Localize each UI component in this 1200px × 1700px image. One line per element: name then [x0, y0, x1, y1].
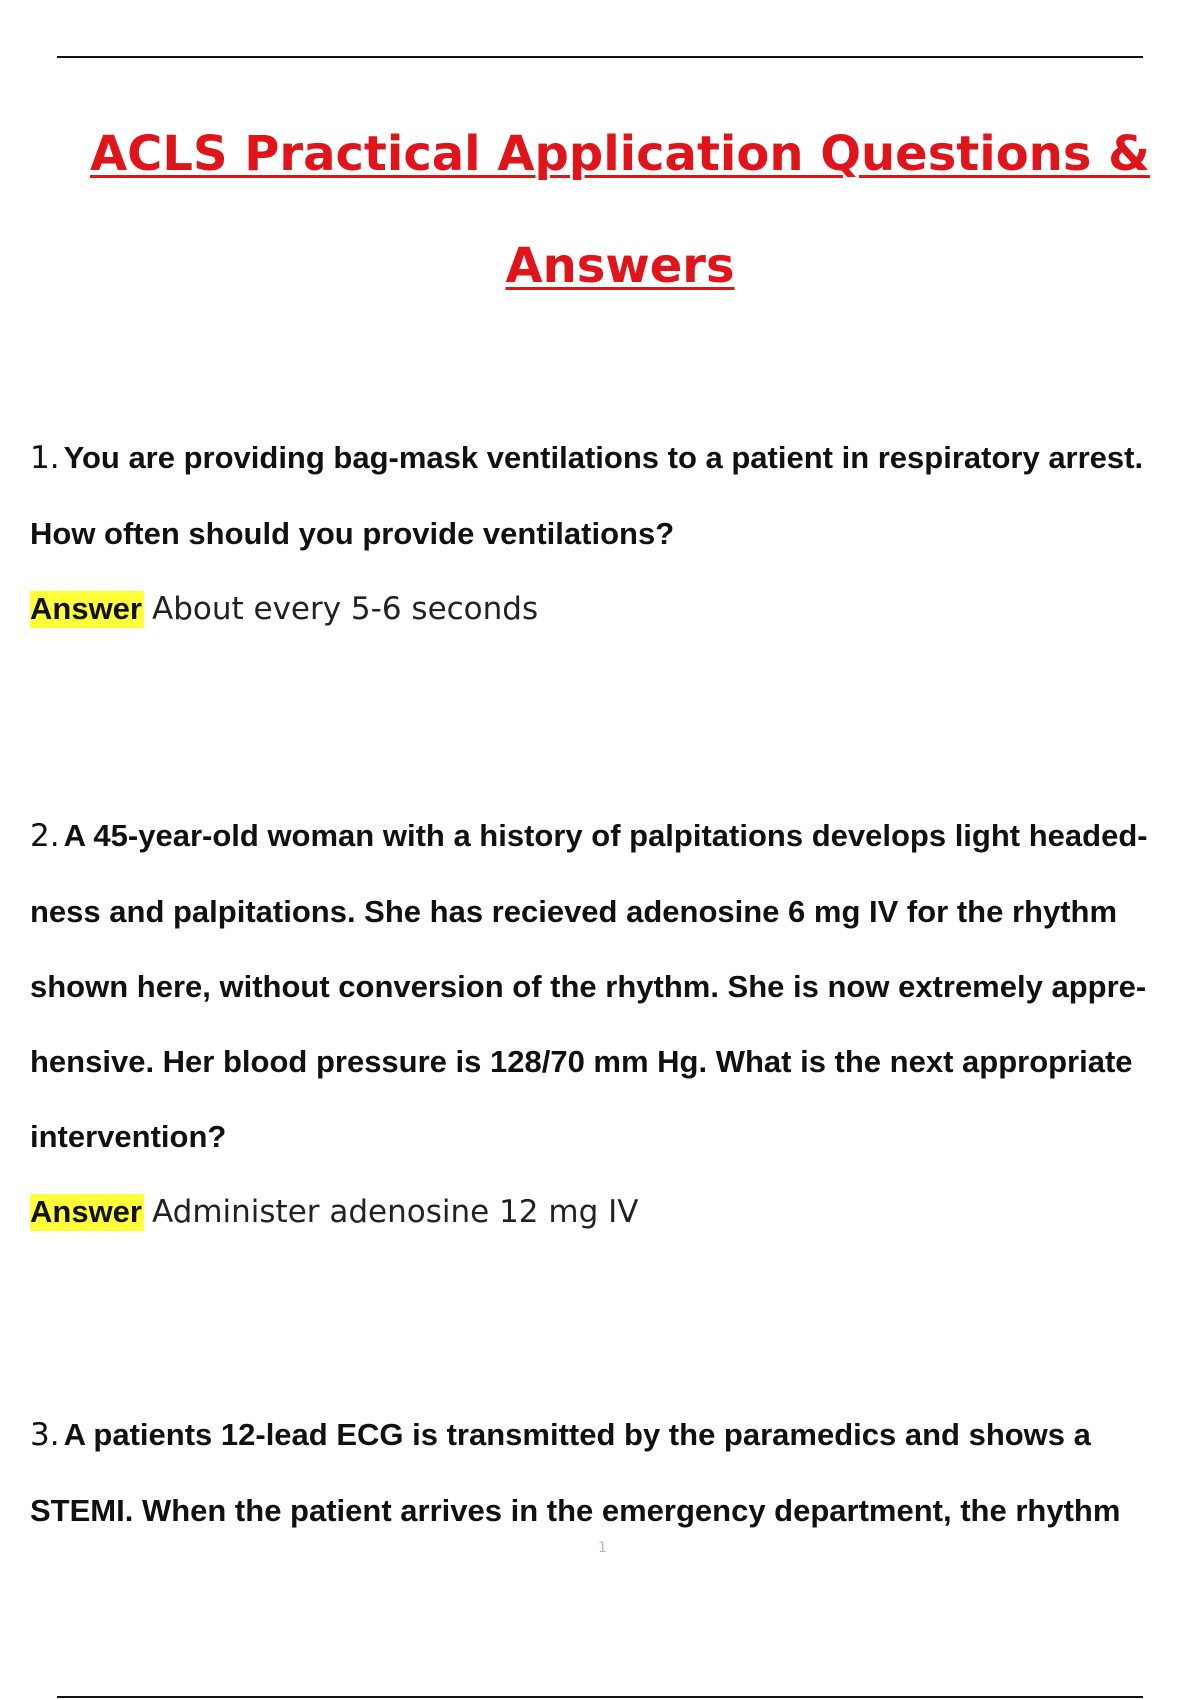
answer-label: Answer — [30, 591, 142, 626]
bottom-rule — [57, 1696, 1143, 1698]
answer-text: Administer adenosine 12 mg IV — [151, 1194, 639, 1230]
question-number: 2. — [30, 818, 60, 854]
answer-1 — [30, 571, 1190, 647]
question-text: You are providing bag-mask ventilations to a patient in respiratory arrest. How often should you provide ventilations? — [30, 440, 1144, 551]
page-number: 1 — [598, 1540, 607, 1556]
question-number: 3. — [30, 1417, 60, 1453]
question-2 — [30, 798, 1190, 1174]
document-title: ACLS Practical Application Questions & Answers — [89, 126, 1150, 294]
answer-label: Answer — [30, 1194, 142, 1229]
top-rule — [57, 56, 1143, 58]
question-number: 1. — [30, 440, 60, 476]
question-1 — [30, 420, 1190, 571]
qa-item-2 — [30, 798, 1190, 1250]
question-text: A patients 12-lead ECG is transmitted by the paramedics and shows a STEMI. When the patient arrives in the emergency department, the rhythm — [30, 1417, 1121, 1528]
question-3 — [30, 1397, 1190, 1548]
answer-2 — [30, 1174, 1190, 1250]
qa-item-3 — [30, 1397, 1190, 1548]
answer-text: About every 5-6 seconds — [151, 591, 539, 627]
question-text: A 45-year-old woman with a history of palpitations develops light headed- ness and palpitations. She has recieved adenosine 6 mg IV for the rhythm shown here, without conversion of the rhythm. She is now extremely appre- hensive. Her blood pressure is 128/70 mm Hg. What is the next appropriate intervention? — [30, 818, 1148, 1154]
qa-item-1 — [30, 420, 1190, 647]
